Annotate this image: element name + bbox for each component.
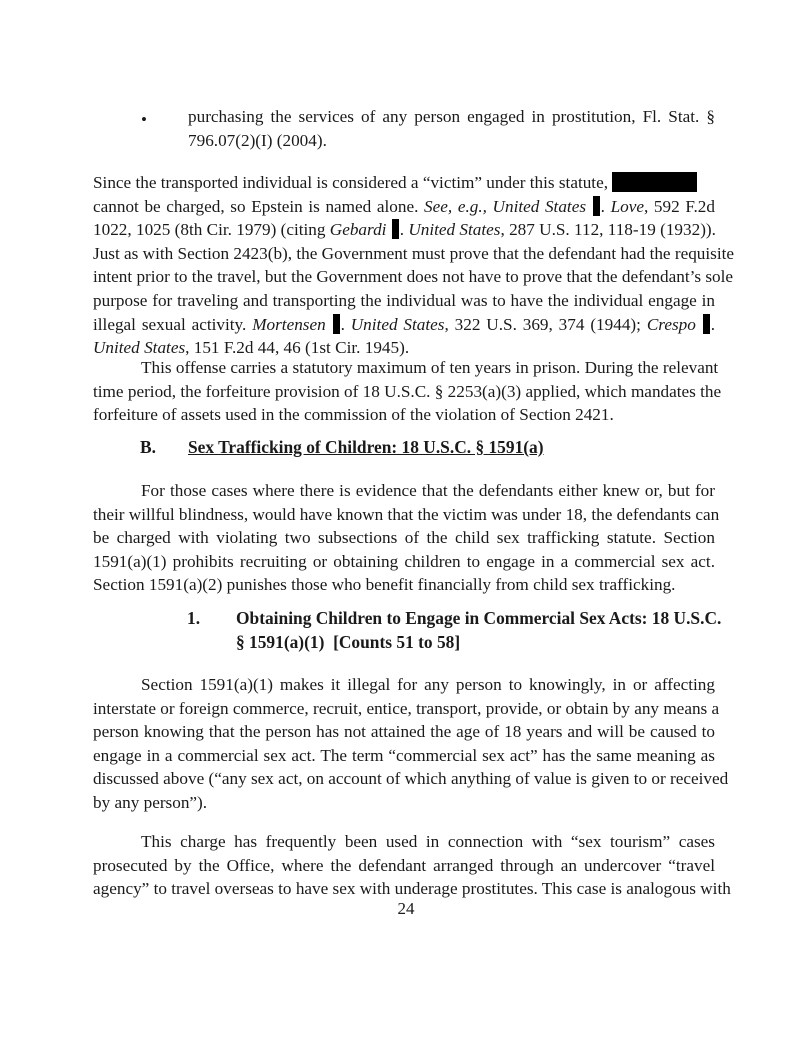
paragraph-sex-tourism xyxy=(93,830,731,901)
p4-line-6: by any person”). xyxy=(93,792,208,812)
p1-line-5: intent prior to the travel, but the Government does not have to prove that the defendant’s sole xyxy=(93,267,734,287)
p5-line-2: prosecuted by the Office, where the defendant arranged through an undercover “travel xyxy=(93,855,715,875)
p4-line-5: discussed above (“any sex act, on account of which anything of value is given to or received xyxy=(93,769,729,789)
redaction-block xyxy=(392,219,399,239)
p2-line-2: time period, the forfeiture provision of 18 U.S.C. § 2253(a)(3) applied, which mandates the xyxy=(93,381,722,401)
p4-line-2: interstate or foreign commerce, recruit, entice, transport, provide, or obtain by any means a xyxy=(93,698,720,718)
page-number: 24 xyxy=(397,899,415,918)
paragraph-section-1591a1 xyxy=(93,673,729,815)
p1-line-4: Just as with Section 2423(b), the Government must prove that the defendant had the requisite xyxy=(93,243,735,263)
p1-line-3: 1022, 1025 (8th Cir. 1979) (citing Gebardi . United States, 287 U.S. 112, 118-19 (1932)). xyxy=(93,220,716,240)
section-heading-b xyxy=(140,437,544,458)
p4-line-3: person knowing that the person has not attained the age of 18 years and will be caused to xyxy=(93,722,715,742)
redaction-block xyxy=(703,314,710,334)
p3-line-4: 1591(a)(1) prohibits recruiting or obtaining children to engage in a commercial sex act. xyxy=(93,551,715,571)
p5-line-3: agency” to travel overseas to have sex with underage prostitutes. This case is analogous with xyxy=(93,879,731,899)
redaction-block xyxy=(593,196,600,216)
bullet-line-1: purchasing the services of any person engaged in prostitution, Fl. Stat. § xyxy=(188,107,715,126)
subsection-title-line-2: § 1591(a)(1) [Counts 51 to 58] xyxy=(236,632,461,652)
section-number: B. xyxy=(140,437,156,457)
p1-line-2: cannot be charged, so Epstein is named alone. See, e.g., United States . Love, 592 F.2d xyxy=(93,196,715,216)
p4-line-1: Section 1591(a)(1) makes it illegal for any person to knowingly, in or affecting xyxy=(141,675,715,694)
section-title: Sex Trafficking of Children: 18 U.S.C. § 1591(a) xyxy=(188,437,544,457)
p5-line-1: This charge has frequently been used in connection with “sex tourism” cases xyxy=(141,832,715,851)
subsection-number: 1. xyxy=(187,608,201,628)
p3-line-2: their willful blindness, would have known that the victim was under 18, the defendants can xyxy=(93,504,720,524)
subsection-heading-1 xyxy=(187,606,722,654)
p3-line-1: For those cases where there is evidence that the defendants either knew or, but for xyxy=(141,481,715,500)
p2-line-3: forfeiture of assets used in the commission of the violation of Section 2421. xyxy=(93,405,614,425)
p3-line-3: be charged with violating two subsections of the child sex trafficking statute. Section xyxy=(93,528,715,548)
redaction-block xyxy=(333,314,340,334)
p3-line-5: Section 1591(a)(2) punishes those who benefit financially from child sex trafficking. xyxy=(93,575,676,595)
bullet-marker: • xyxy=(141,110,147,129)
p1-line-1: Since the transported individual is considered a “victim” under this statute, xyxy=(93,171,715,195)
subsection-title-line-1: Obtaining Children to Engage in Commercial Sex Acts: 18 U.S.C. xyxy=(236,608,722,628)
paragraph-sex-trafficking xyxy=(93,479,720,597)
bullet-line-2: 796.07(2)(I) (2004). xyxy=(188,130,327,150)
p4-line-4: engage in a commercial sex act. The term “commercial sex act” has the same meaning as xyxy=(93,745,715,765)
bullet-item xyxy=(188,105,715,152)
p1-line-6: purpose for traveling and transporting the individual was to have the individual engage in xyxy=(93,290,715,310)
paragraph-statutory-maximum xyxy=(93,356,722,427)
p2-line-1: This offense carries a statutory maximum of ten years in prison. During the relevant xyxy=(141,358,719,377)
redaction-block xyxy=(612,172,697,192)
p1-line-7: illegal sexual activity. Mortensen . United States, 322 U.S. 369, 374 (1944); Crespo . xyxy=(93,314,716,334)
paragraph-victim-statute xyxy=(93,171,735,360)
p1-line-8: United States, 151 F.2d 44, 46 (1st Cir. 1945). xyxy=(93,338,410,358)
